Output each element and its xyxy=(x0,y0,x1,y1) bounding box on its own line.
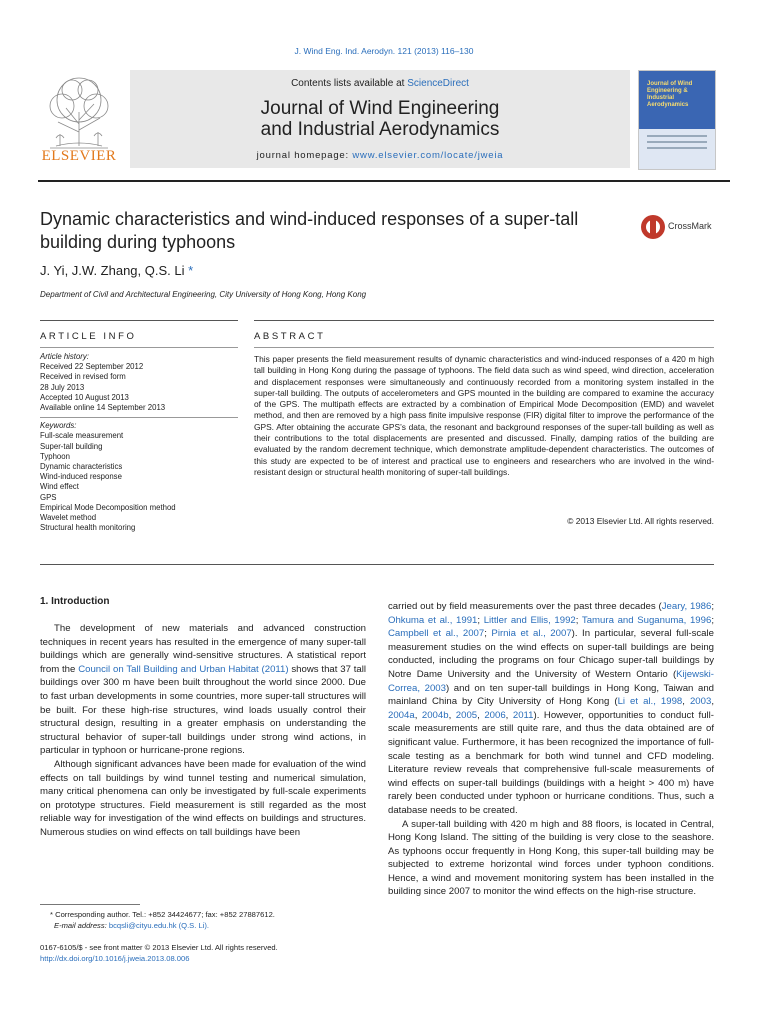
article-info-top-rule xyxy=(40,320,238,321)
article-info-heading: ARTICLE INFO xyxy=(40,331,137,342)
paragraph: The development of new materials and advanced construction techniques in recent years has resulted in the emergence of many super-tall buildings which are generally wind-sensitive structures. A statistical report from the Council on Tall Building and Urban Habitat (2011) shows that 37 tall buildings over 300 m have been built throughout the world since 2000. Due to fast urban developments in some countries, more super-tall structures will be built. For these high-rise structures, wind loads usually control their structural design, resulting in a greater emphasis on understanding the structural behavior of super-tall buildings under strong wind actions, in particular in typhoon or hurricane-prone regions. xyxy=(40,623,367,757)
author-email-link[interactable]: bcqsli@cityu.edu.hk xyxy=(108,921,177,930)
author-list: J. Yi, J.W. Zhang, Q.S. Li * xyxy=(40,263,194,278)
ref-link[interactable]: 2004a xyxy=(388,709,415,721)
journal-homepage-line: journal homepage: www.elsevier.com/locate/jweia xyxy=(256,150,504,161)
abstract-body: This paper presents the field measurement results of dynamic characteristics and wind-induced responses of a 420 m high tall building in Hong Kong during the passage of typhoons. The field data such as wind speed, wind direction, acceleration and displacement responses were simultaneously and continuously recorded from a monitoring system installed in the super-tall building. The outputs of accelerometers and GPS mounted in the building are compared to examine the accuracy of the GPS. The multipath effects are extracted by a combination of Empirical Mode Decomposition (EMD) and wavelet method, and then are removed by a high pass finite impulsive response (FIR) digital filter to improve the performance of the GPS. After obtaining the accurate GPS’s data, the resonant and background responses of the super-tall building as well as their contributions to the total displacements are presented and discussed. Finally, damping ratios of the building are evaluated by the random decrement technique, which demonstrate amplitude-dependent characteristics. The outcomes of this study are expected to be of interest and practical use to engineers and researchers who are involved in the wind-resistant design or structural health monitoring of super-tall buildings. xyxy=(254,354,714,477)
contents-line: Contents lists available at ScienceDirect xyxy=(291,78,469,89)
history-item: Accepted 10 August 2013 xyxy=(40,392,129,402)
abstract-top-rule xyxy=(254,320,714,321)
journal-homepage-link[interactable]: www.elsevier.com/locate/jweia xyxy=(352,150,504,161)
keyword: Wind effect xyxy=(40,482,79,492)
article-info-sub-rule xyxy=(40,347,238,348)
abstract-bottom-rule xyxy=(40,564,714,565)
journal-cover-thumbnail[interactable] xyxy=(638,70,716,170)
issn-block xyxy=(40,942,278,964)
author-email-name[interactable]: (Q.S. Li). xyxy=(176,921,210,930)
ref-link[interactable]: 2011 xyxy=(512,709,534,721)
keywords-label: Keywords: xyxy=(40,421,77,431)
cover-title: Journal of Wind Engineering & Industrial Aerodynamics xyxy=(647,81,693,108)
keyword: GPS xyxy=(40,492,57,502)
ref-link[interactable]: 2005 xyxy=(455,709,478,721)
keyword: Wavelet method xyxy=(40,513,97,523)
ref-link[interactable]: Tamura and Suganuma, 1996 xyxy=(581,614,712,626)
copyright-notice: © 2013 Elsevier Ltd. All rights reserved. xyxy=(567,516,714,526)
body-right-column xyxy=(388,600,714,899)
abstract-sub-rule xyxy=(254,347,714,348)
ref-link[interactable]: Jeary, 1986 xyxy=(661,601,712,612)
article-info xyxy=(40,352,238,533)
footnote-rule xyxy=(40,904,140,905)
section-heading-introduction: 1. Introduction xyxy=(40,596,110,607)
history-label: Article history: xyxy=(40,352,89,361)
paragraph: carried out by field measurements over the past three decades (Jeary, 1986; Ohkuma et al., 1991; Littler and Ellis, 1992; Tamura and Suganuma, 1996; Campbell et al., 2007; Pirnia et al., 2007). In particular, several full-scale measurement studies on the wind effects on super-tall buildings are being conducted, including the programs on four Chicago super-tall buildings by Notre Dame University and the University of Western Ontario (Kijewski-Correa, 2003) and on ten super-tall buildings in Hong Kong, Taiwan and mainland China by City University of Hong Kong (Li et al., 1998, 2003, 2004a, 2004b, 2005, 2006, 2011). However, opportunities to conduct full-scale measurements are still quite rare, and thus the data obtained are of significant value. Furthermore, it has been recognized the importance of full-scale testing as a benchmark for both wind tunnel and CFD modeling. Literature review reveals that comprehensive full-scale measurements of wind effects on super-tall buildings (buildings with a height > 400 m) have rarely been conducted under typhoon or hurricane conditions. Thus, such a database needs to be created. xyxy=(388,601,715,816)
sciencedirect-link[interactable]: ScienceDirect xyxy=(407,78,469,89)
keyword: Wind-induced response xyxy=(40,472,122,482)
keyword: Dynamic characteristics xyxy=(40,462,123,472)
header-divider xyxy=(38,180,730,182)
paragraph: A super-tall building with 420 m high and 88 floors, is located in Central, Hong Kong Island. The sitting of the building is very close to the seashore. As typhoons occur frequently in Hong Kong, this super-tall building may be subjected to extreme horizontal wind forces under typhoon conditions. Hence, a wind and movement monitoring system has been installed in the building since 2007 to monitor the wind effects on the high-rise structure. xyxy=(388,818,714,898)
history-item: Received 22 September 2012 xyxy=(40,362,144,372)
keyword: Empirical Mode Decomposition method xyxy=(40,502,176,512)
history-item: 28 July 2013 xyxy=(40,382,85,392)
journal-citation[interactable]: J. Wind Eng. Ind. Aerodyn. 121 (2013) 116–130 xyxy=(294,46,474,56)
history-item: Available online 14 September 2013 xyxy=(40,403,166,413)
crossmark-badge[interactable] xyxy=(640,212,720,242)
crossmark-icon xyxy=(640,214,666,240)
ref-link[interactable]: Pirnia et al., 2007 xyxy=(491,628,572,640)
paragraph: Although significant advances have been made for evaluation of the wind effects on tall buildings by wind tunnel testing and numerical simulation, many critical phenomena can only be investigated by full-scale experiments on prototype structures. Field measurement is still regarded as the most reliable way for investigation of the wind effects on buildings and structures. Numerous studies on wind effects on tall buildings have been xyxy=(40,758,366,838)
keyword: Typhoon xyxy=(40,451,70,461)
ref-link[interactable]: Campbell et al., 2007 xyxy=(388,628,485,640)
crossmark-label: CrossMark xyxy=(668,221,712,231)
history-item: Received in revised form xyxy=(40,372,126,382)
abstract-heading: ABSTRACT xyxy=(254,331,326,342)
ref-link[interactable]: 2006 xyxy=(484,709,506,721)
ref-link[interactable]: Ohkuma et al., 1991 xyxy=(388,614,478,626)
front-matter-line: 0167-6105/$ - see front matter © 2013 Elsevier Ltd. All rights reserved. xyxy=(40,943,278,952)
keyword: Structural health monitoring xyxy=(40,523,136,533)
ref-link[interactable]: 2003 xyxy=(689,696,712,708)
ref-link[interactable]: Kijewski-Correa, 2003 xyxy=(388,668,714,694)
article-title: Dynamic characteristics and wind-induced responses of a super-tall building during typhoons xyxy=(40,209,579,252)
corresponding-author-footnote: * Corresponding author. Tel.: +852 34424677; fax: +852 27887612. E-mail address: bcqsli@cityu.edu.hk (Q.S. Li). xyxy=(50,910,275,930)
author-affiliation: Department of Civil and Architectural Engineering, City University of Hong Kong, Hong Kong xyxy=(40,290,367,299)
body-left-column xyxy=(40,622,366,840)
journal-name: Journal of Wind Engineering and Industrial Aerodynamics xyxy=(260,98,500,140)
ref-link[interactable]: Li et al., 1998 xyxy=(617,696,683,708)
doi-link[interactable]: http://dx.doi.org/10.1016/j.jweia.2013.08.006 xyxy=(40,954,190,963)
elsevier-wordmark: ELSEVIER xyxy=(41,148,117,164)
ref-ctbuh[interactable]: Council on Tall Building and Urban Habitat (2011) xyxy=(78,663,289,675)
keyword: Full-scale measurement xyxy=(40,431,124,441)
keyword: Super-tall building xyxy=(40,441,103,451)
corresponding-author-mark[interactable]: * xyxy=(188,263,194,278)
ref-link[interactable]: Littler and Ellis, 1992 xyxy=(483,614,576,626)
ref-link[interactable]: 2004b xyxy=(421,709,449,721)
